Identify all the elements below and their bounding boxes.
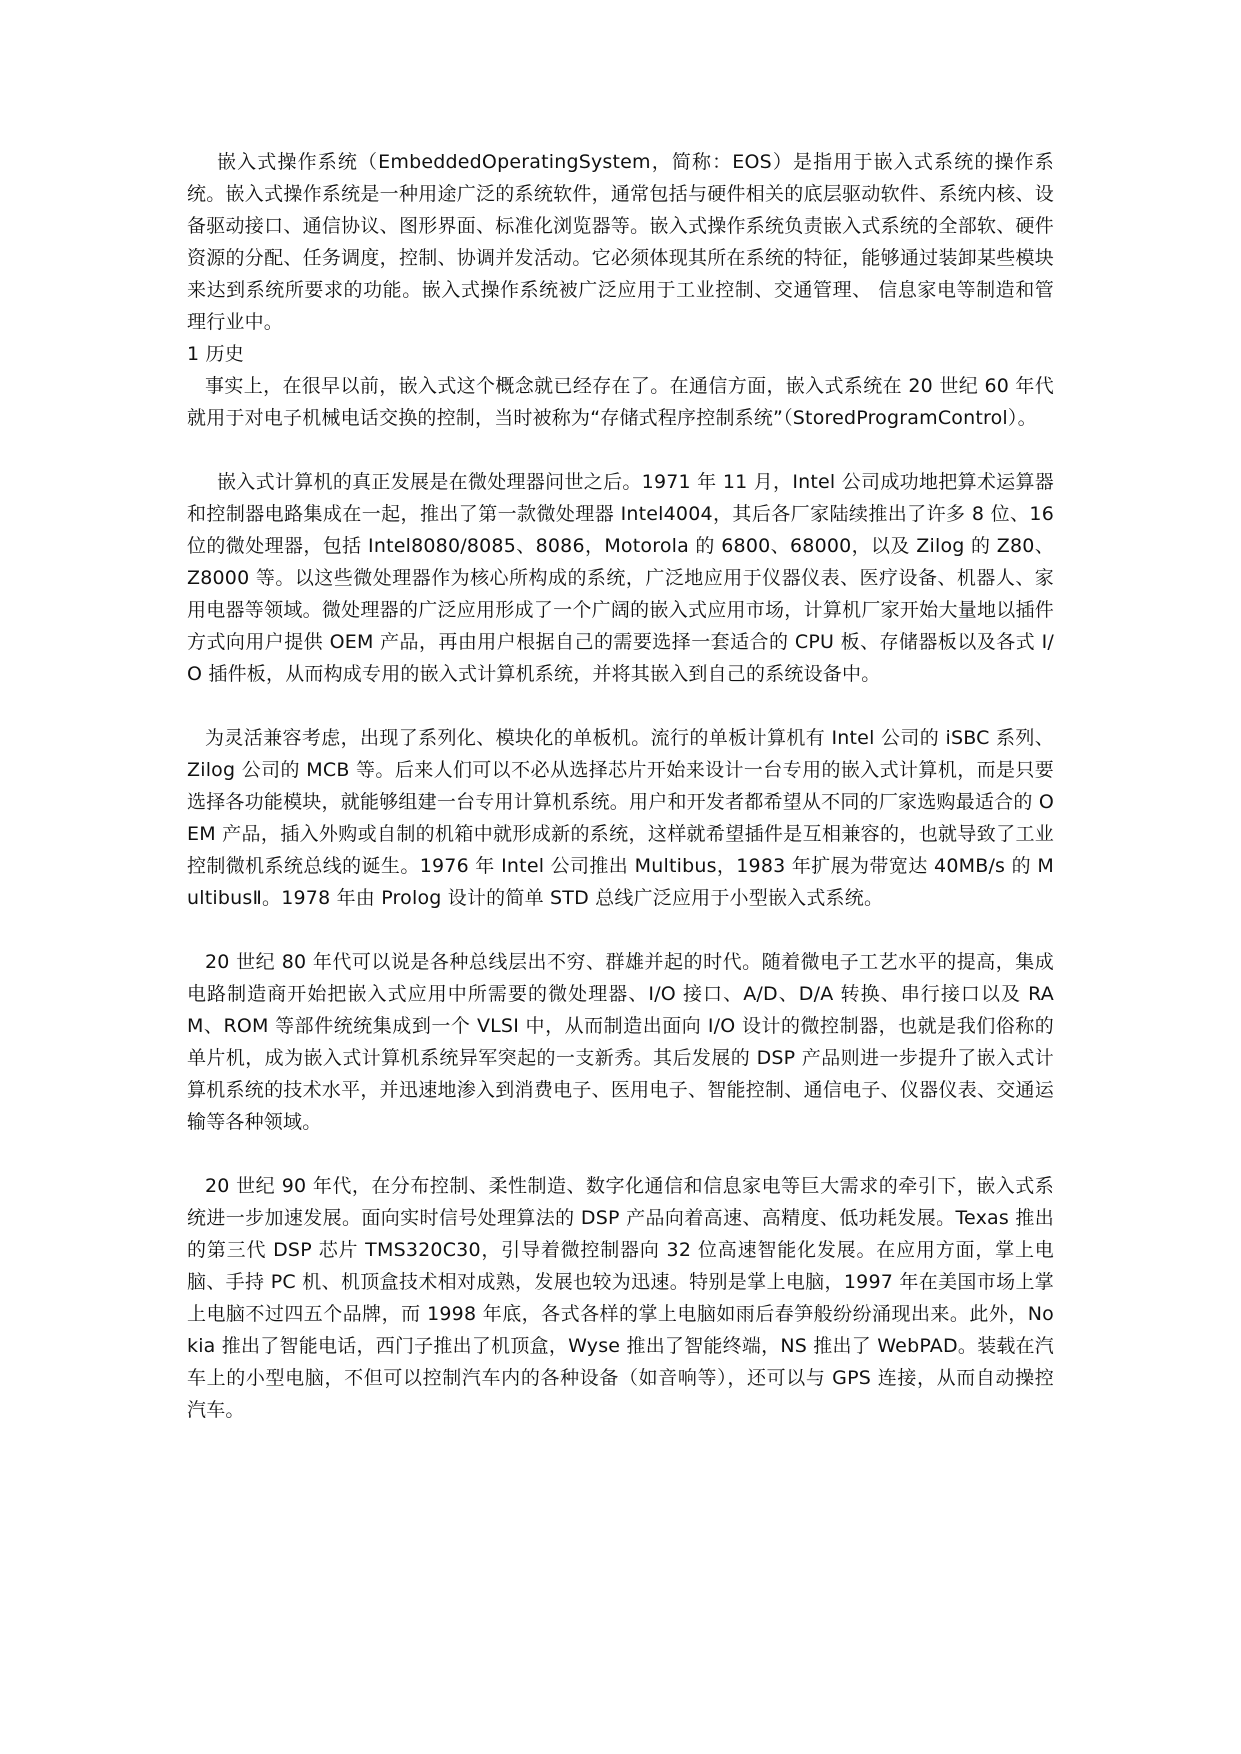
paragraph-gap bbox=[187, 914, 1054, 946]
history-paragraph-3: 为灵活兼容考虑，出现了系列化、模块化的单板机。流行的单板计算机有 Intel 公司的 iSBC 系列、Zilog 公司的 MCB 等。后来人们可以不必从选择芯片开始来设计一台专用的嵌入式计算机，而是只要选择各功能模块，就能够组建一台专用计算机系统。用户和开发者都希望从不同的厂家选购最适合的 OEM 产品，插入外购或自制的机箱中就形成新的系统，这样就希望插件是互相兼容的，也就导致了工业控制微机系统总线的诞生。1976 年 Intel 公司推出 Multibus，1983 年扩展为带宽达 40MB/s 的 MultibusⅡ。1978 年由 Prolog 设计的简单 STD 总线广泛应用于小型嵌入式系统。 bbox=[187, 727, 1054, 909]
document-body bbox=[187, 146, 1054, 1426]
paragraph-gap bbox=[187, 434, 1054, 466]
paragraph-gap bbox=[187, 690, 1054, 722]
history-paragraph-4: 20 世纪 80 年代可以说是各种总线层出不穷、群雄并起的时代。随着微电子工艺水平的提高，集成电路制造商开始把嵌入式应用中所需要的微处理器、I/O 接口、A/D、D/A 转换、串行接口以及 RAM、ROM 等部件统统集成到一个 VLSI 中，从而制造出面向 I/O 设计的微控制器，也就是我们俗称的单片机，成为嵌入式计算机系统异军突起的一支新秀。其后发展的 DSP 产品则进一步提升了嵌入式计算机系统的技术水平，并迅速地渗入到消费电子、医用电子、智能控制、通信电子、仪器仪表、交通运输等各种领域。 bbox=[187, 951, 1054, 1133]
section-heading-history: 1 历史 bbox=[187, 343, 244, 365]
history-paragraph-1: 事实上，在很早以前，嵌入式这个概念就已经存在了。在通信方面，嵌入式系统在 20 世纪 60 年代就用于对电子机械电话交换的控制，当时被称为“存储式程序控制系统”（StoredProgramControl）。 bbox=[187, 375, 1054, 429]
intro-paragraph: 嵌入式操作系统（EmbeddedOperatingSystem，简称：EOS）是指用于嵌入式系统的操作系统。嵌入式操作系统是一种用途广泛的系统软件，通常包括与硬件相关的底层驱动软件、系统内核、设备驱动接口、通信协议、图形界面、标准化浏览器等。嵌入式操作系统负责嵌入式系统的全部软、硬件资源的分配、任务调度，控制、协调并发活动。它必须体现其所在系统的特征，能够通过装卸某些模块来达到系统所要求的功能。嵌入式操作系统被广泛应用于工业控制、交通管理、 信息家电等制造和管理行业中。 bbox=[187, 151, 1054, 333]
history-paragraph-2: 嵌入式计算机的真正发展是在微处理器问世之后。1971 年 11 月，Intel 公司成功地把算术运算器和控制器电路集成在一起，推出了第一款微处理器 Intel4004，其后各厂家陆续推出了许多 8 位、16 位的微处理器，包括 Intel8080/8085、8086，Motorola 的 6800、68000，以及 Zilog 的 Z80、Z8000 等。以这些微处理器作为核心所构成的系统，广泛地应用于仪器仪表、医疗设备、机器人、家用电器等领域。微处理器的广泛应用形成了一个广阔的嵌入式应用市场，计算机厂家开始大量地以插件方式向用户提供 OEM 产品，再由用户根据自己的需要选择一套适合的 CPU 板、存储器板以及各式 I/O 插件板，从而构成专用的嵌入式计算机系统，并将其嵌入到自己的系统设备中。 bbox=[187, 471, 1054, 685]
paragraph-gap bbox=[187, 1138, 1054, 1170]
history-paragraph-5: 20 世纪 90 年代，在分布控制、柔性制造、数字化通信和信息家电等巨大需求的牵引下，嵌入式系统进一步加速发展。面向实时信号处理算法的 DSP 产品向着高速、高精度、低功耗发展。Texas 推出的第三代 DSP 芯片 TMS320C30，引导着微控制器向 32 位高速智能化发展。在应用方面，掌上电脑、手持 PC 机、机顶盒技术相对成熟，发展也较为迅速。特别是掌上电脑，1997 年在美国市场上掌上电脑不过四五个品牌，而 1998 年底，各式各样的掌上电脑如雨后春笋般纷纷涌现出来。此外，Nokia 推出了智能电话，西门子推出了机顶盒，Wyse 推出了智能终端，NS 推出了 WebPAD。装载在汽车上的小型电脑，不但可以控制汽车内的各种设备（如音响等），还可以与 GPS 连接，从而自动操控汽车。 bbox=[187, 1175, 1054, 1421]
